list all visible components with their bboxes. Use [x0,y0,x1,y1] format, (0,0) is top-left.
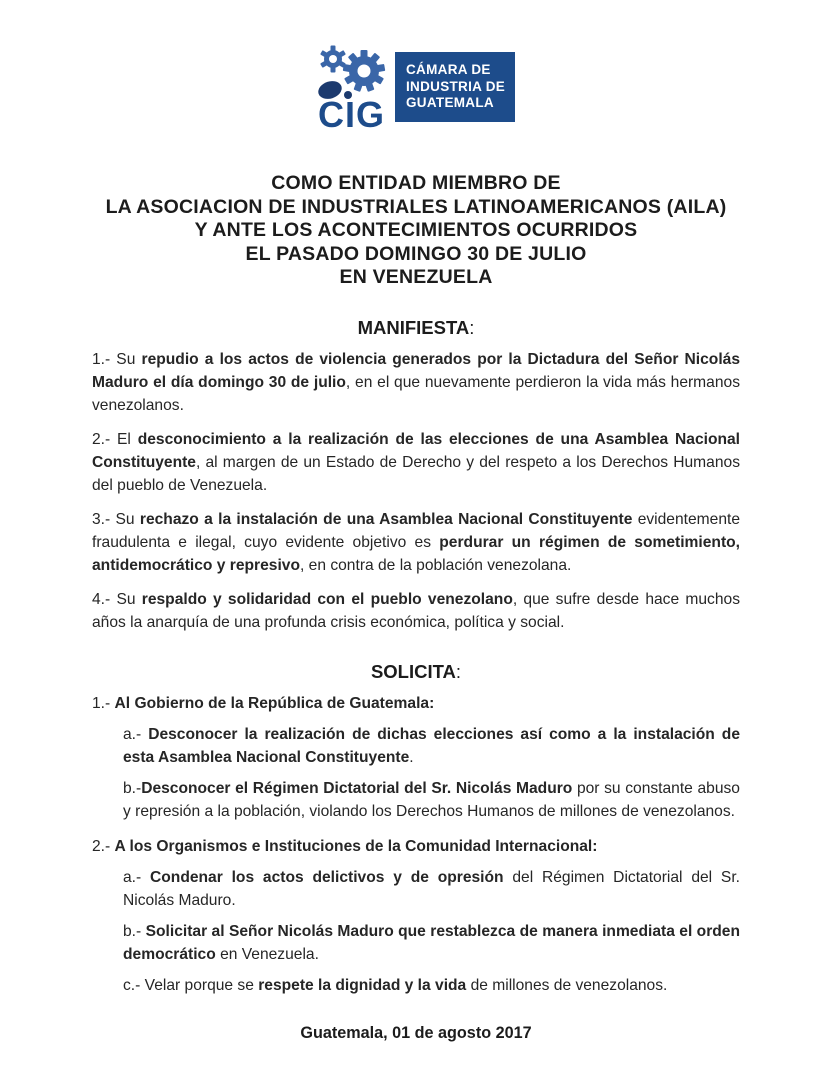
emphasis-text: rechazo a la instalación de una Asamblea Nacional Constituyente [139,510,633,528]
cig-logo [317,44,515,130]
emphasis-text: respete la dignidad y la vida [258,976,467,994]
plain-text: de millones de venezolanos. [466,976,668,994]
list-subitem [123,866,740,912]
emphasis-text: respaldo y solidaridad con el pueblo venezolano [141,590,513,608]
plain-text: , en el que nuevamente perdieron la vida más hermanos venezolanos. [92,373,740,414]
plain-text: b.- [123,922,146,940]
title-line: LA ASOCIACION DE INDUSTRIALES LATINOAMERICANOS (AILA) [105,195,727,218]
title-line: Y ANTE LOS ACONTECIMIENTOS OCURRIDOS [194,219,638,241]
plain-text: 3.- Su [92,510,140,528]
emphasis-text: Al Gobierno de la República de Guatemala: [114,694,435,712]
paragraph [92,428,740,497]
plain-text: 1.- [92,694,115,712]
document-sections [92,317,740,997]
paragraph [92,588,740,634]
paragraph [92,348,740,417]
plain-text: 4.- Su [92,590,142,608]
plain-text: en Venezuela. [215,945,319,963]
list-item-lead [92,835,740,858]
dateline: Guatemala, 01 de agosto 2017 [300,1023,532,1042]
paragraph [92,508,740,577]
title-line: EN VENEZUELA [339,266,493,288]
section-heading-text: MANIFIESTA [357,316,470,338]
plain-text: , que sufre desde hace muchos años la anarquía de una profunda crisis económica, política y social. [92,590,740,631]
emphasis-text: Desconocer el Régimen Dictatorial del Sr. Nicolás Maduro [141,779,573,797]
org-name-line: INDUSTRIA DE [406,78,506,94]
emphasis-text: Desconocer la realización de dichas elecciones así como a la instalación de esta Asamblea Nacional Constituyente [123,725,741,766]
plain-text: evidentemente fraudulenta e ilegal, cuyo evidente objetivo es [92,510,740,551]
list-item-lead [92,692,740,715]
section-heading-manifiesta [92,317,740,339]
plain-text: a.- [123,725,149,743]
plain-text: por su constante abuso y represión a la población, violando los Derechos Humanos de millones de venezolanos. [123,779,740,820]
plain-text: , en contra de la población venezolana. [300,556,572,574]
plain-text: 2.- [92,837,115,855]
section-heading-solicita [92,661,740,683]
title-line: COMO ENTIDAD MIEMBRO DE [271,172,561,194]
section-heading-colon: : [469,316,475,338]
section-heading-colon: : [455,660,462,682]
org-name-line: GUATEMALA [406,95,494,111]
document-title [0,172,832,290]
plain-text: 2.- El [92,430,138,448]
cig-gears-icon [317,44,391,130]
plain-text: . [409,748,414,766]
emphasis-text: repudio a los actos de violencia generados por la Dictadura del Señor Nicolás Maduro el día domingo 30 de julio [92,350,740,391]
list-subitem [123,920,740,966]
emphasis-text: A los Organismos e Instituciones de la Comunidad Internacional: [114,837,598,855]
plain-text: b.- [123,779,142,797]
org-name-line: CÁMARA DE [406,62,491,78]
list-subitem [123,974,740,997]
plain-text: c.- Velar porque se [123,976,259,994]
emphasis-text: Condenar los actos delictivos y de opresión [150,868,504,886]
title-line: EL PASADO DOMINGO 30 DE JULIO [245,242,587,265]
cig-logo-box [395,52,515,122]
emphasis-text: Solicitar al Señor Nicolás Maduro que restablezca de manera inmediata el orden democrático [123,922,741,963]
plain-text: a.- [123,868,151,886]
cig-acronym: CIG [318,94,386,130]
list-subitem [123,723,740,769]
plain-text: del Régimen Dictatorial del Sr. Nicolás Maduro. [123,868,740,909]
plain-text: 1.- Su [92,350,142,368]
emphasis-text: perdurar un régimen de sometimiento, antidemocrático y represivo [92,533,741,574]
plain-text: , al margen de un Estado de Derecho y del respeto a los Derechos Humanos del pueblo de Venezuela. [92,453,740,494]
section-heading-text: SOLICITA [370,660,456,682]
header [0,0,832,130]
emphasis-text: desconocimiento a la realización de las elecciones de una Asamblea Nacional Constituyente [92,430,740,471]
list-subitem [123,777,740,823]
